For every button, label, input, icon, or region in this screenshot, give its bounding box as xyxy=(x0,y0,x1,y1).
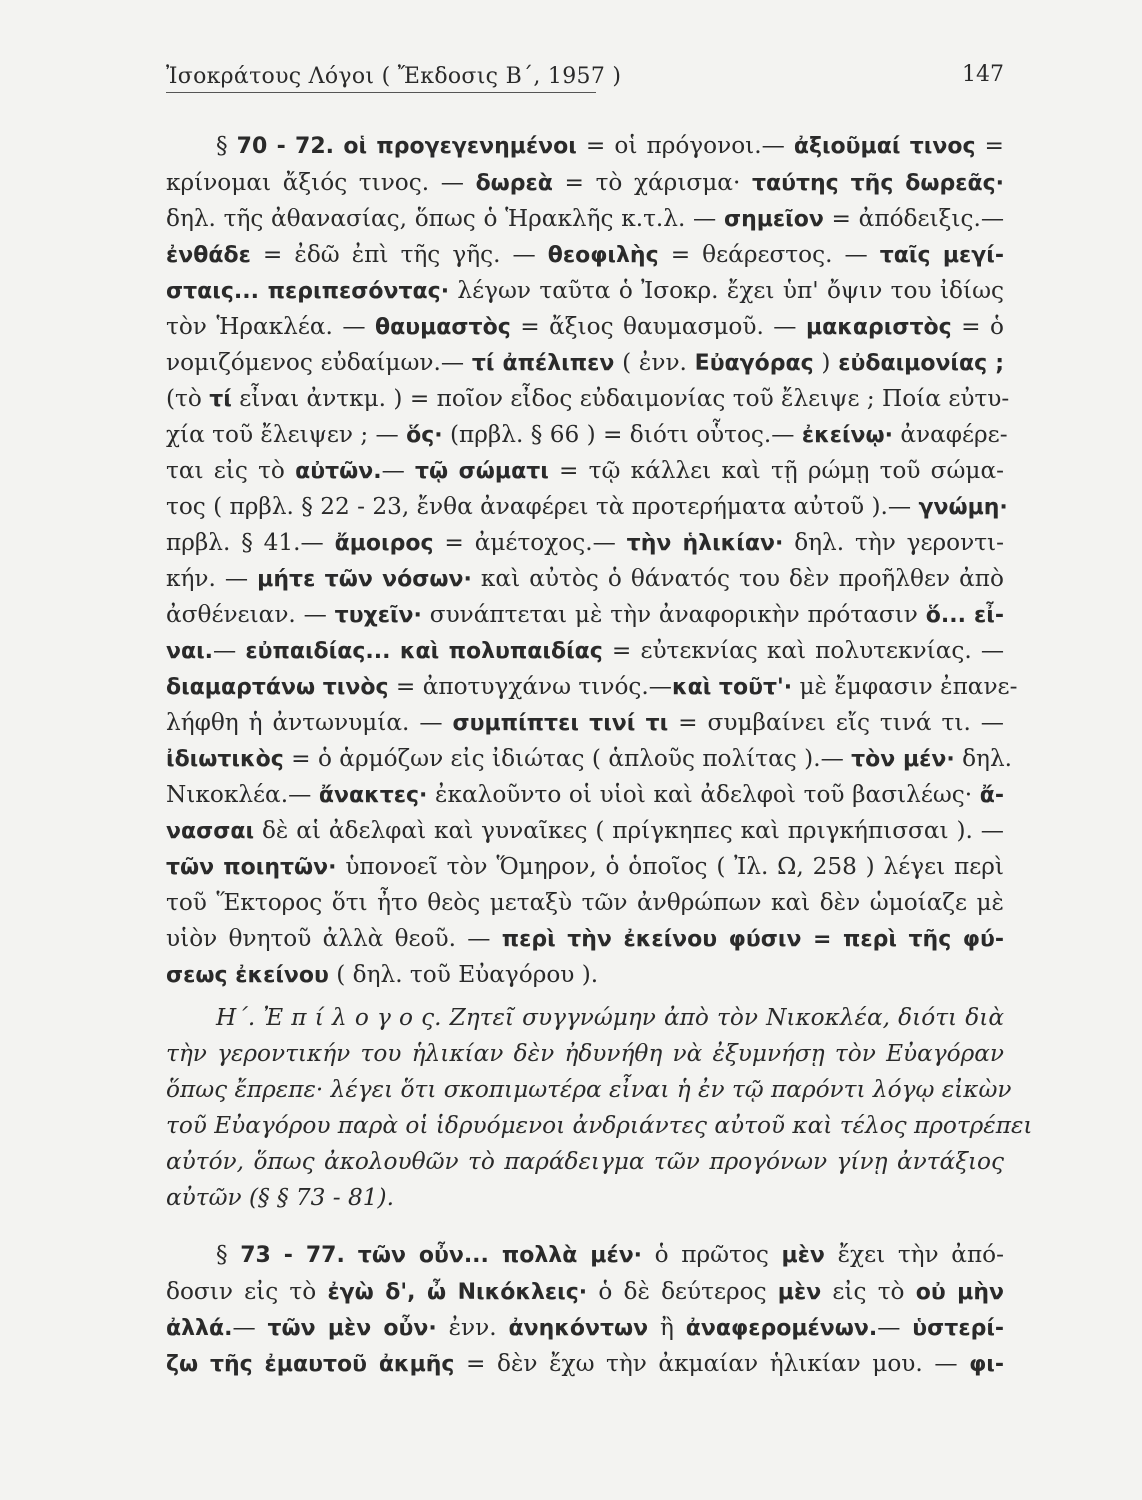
text-run: ἐκαλοῦντο οἱ υἱοὶ καὶ ἀδελφοὶ τοῦ βασιλέως· xyxy=(427,781,980,808)
text-run: = θεάρεστος. — xyxy=(658,241,880,268)
lemma-term: καὶ τοῦτ'· xyxy=(671,675,793,700)
text-run: (πρβλ. § 66 ) = διότι οὗτος.— xyxy=(442,421,802,448)
lemma-term: ἄμοιρος xyxy=(334,531,434,556)
text-line xyxy=(166,921,1004,957)
lemma-term: τῷ σώματι xyxy=(414,459,549,484)
text-run: = ἐδῶ ἐπὶ τῆς γῆς. — xyxy=(250,241,548,268)
lemma-term: συμπίπτει τινί τι xyxy=(452,711,669,736)
lemma-term: θεοφιλὴς xyxy=(547,243,659,268)
text-run: εἰς τὸ xyxy=(821,1278,916,1305)
text-run: = ἀποτυγχάνω τινός.— xyxy=(388,673,672,700)
text-run: ( ἐνν. xyxy=(614,349,695,376)
text-line xyxy=(166,201,1004,237)
text-run: ἐνν. xyxy=(436,1314,509,1341)
lemma-term: ἀνηκόντων xyxy=(508,1316,649,1341)
lemma-term: αὐτῶν. xyxy=(295,459,382,484)
lemma-term: τῶν μὲν οὖν· xyxy=(267,1316,437,1341)
text-run: ὅπως ἔπρεπε· λέγει ὅτι σκοπιμωτέρα εἶναι ἡ ἐν τῷ παρόντι λόγῳ εἰκὼν xyxy=(166,1076,1012,1103)
text-run: = ἄξιος θαυμασμοῦ. — xyxy=(510,313,806,340)
lemma-term: ἰδιωτικὸς xyxy=(166,747,284,772)
lemma-term: δωρεὰ xyxy=(475,171,553,196)
text-run: ἀσθένειαν. — xyxy=(166,601,335,628)
lemma-term: ταῖς μεγί- xyxy=(879,243,1004,268)
lemma-term: εὐπαιδίας... καὶ πολυπαιδίας xyxy=(245,639,603,664)
text-line xyxy=(166,1346,1004,1382)
text-run: = ὁ ἁρμόζων εἰς ἰδιώτας ( ἁπλοῦς πολίτας ).— xyxy=(283,745,852,772)
text-run: — xyxy=(877,1314,913,1341)
text-run: αὐτῶν (§ § 73 - 81). xyxy=(166,1184,394,1211)
text-run: (τὸ xyxy=(166,385,210,412)
text-run: νομιζόμενος εὐδαίμων.— xyxy=(166,349,472,376)
text-line xyxy=(166,813,1004,849)
text-line xyxy=(166,417,1008,453)
lemma-term: διαμαρτάνω τινὸς xyxy=(166,675,389,700)
lemma-term: σταις... περιπεσόντας· xyxy=(166,279,450,304)
lemma-term: μήτε τῶν νόσων· xyxy=(257,567,472,592)
lemma-term: εὐδαιμονίας ; xyxy=(838,351,1004,376)
lemma-term: γνώμη· xyxy=(918,495,1008,520)
lemma-term: ταύτης τῆς δωρεᾶς· xyxy=(751,171,1005,196)
text-run: ( δηλ. τοῦ Εὐαγόρου ). xyxy=(328,961,599,988)
text-run: δοσιν εἰς τὸ xyxy=(166,1278,328,1305)
text-run: ἢ xyxy=(648,1314,686,1341)
text-line xyxy=(166,453,1004,489)
text-run: δηλ. xyxy=(954,745,1013,772)
lemma-term: οὐ μὴν xyxy=(915,1280,1005,1305)
lemma-term: ἀναφερομένων. xyxy=(685,1316,878,1341)
lemma-term: τὴν ἡλικίαν· xyxy=(626,531,784,556)
lemma-term: τυχεῖν· xyxy=(334,603,422,628)
text-line xyxy=(166,1310,1004,1346)
lemma-term: μὲν xyxy=(777,1280,822,1305)
text-line xyxy=(166,489,1008,525)
text-line xyxy=(166,381,1010,417)
text-line xyxy=(166,561,1004,597)
text-run: — xyxy=(213,637,246,664)
text-run: δηλ. τῆς ἀθανασίας, ὅπως ὁ Ἡρακλῆς κ.τ.λ. — xyxy=(166,205,724,232)
text-line xyxy=(166,1274,1004,1310)
text-line xyxy=(166,237,1004,273)
epilogue-line xyxy=(166,1108,1033,1144)
lemma-term: ἀξιοῦμαί τινος xyxy=(793,134,976,159)
lemma-term: ὅς· xyxy=(406,423,443,448)
text-line xyxy=(166,273,1004,309)
text-run: τοῦ Ἕκτορος ὅτι ἦτο θεὸς μεταξὺ τῶν ἀνθρώπων καὶ δὲν ὡμοίαζε μὲ xyxy=(166,889,1004,916)
text-line xyxy=(166,525,1004,561)
text-run: λέγων ταῦτα ὁ Ἰσοκρ. ἔχει ὑπ' ὄψιν του ἰδίως xyxy=(449,277,1004,304)
lemma-term: ἐκείνῳ· xyxy=(801,423,894,448)
text-run: δηλ. τὴν γεροντι- xyxy=(783,529,1004,556)
epilogue-line xyxy=(166,1072,1012,1108)
text-line xyxy=(166,633,1004,669)
text-run: τοῦ Εὐαγόρου παρὰ οἱ ἱδρυόμενοι ἀνδριάντες αὐτοῦ καὶ τέλος προτρέπει xyxy=(166,1112,1033,1139)
lemma-term: Εὐαγόρας xyxy=(694,351,814,376)
page-number: 147 xyxy=(962,62,1004,87)
text-line xyxy=(166,777,1004,813)
lemma-term: ὅ... εἶ- xyxy=(925,603,1004,628)
lemma-term: μὲν xyxy=(781,1243,825,1268)
text-run: τὴν γεροντικήν του ἡλικίαν δὲν ἠδυνήθη νὰ ἐξυμνήσῃ τὸν Εὐαγόραν xyxy=(166,1040,1004,1067)
text-run: κρίνομαι ἄξιός τινος. — xyxy=(166,169,476,196)
lemma-term: τί xyxy=(209,387,232,412)
running-header xyxy=(166,56,1004,96)
text-run: = ὁ xyxy=(951,313,1004,340)
text-run: = οἱ πρόγονοι.— xyxy=(576,132,794,159)
text-line xyxy=(166,957,1004,993)
lemma-term: 73 - 77. τῶν οὖν... πολλὰ μέν· xyxy=(240,1243,643,1268)
text-run: § xyxy=(216,1241,241,1268)
text-run: ται εἰς τὸ xyxy=(166,457,296,484)
text-run: = εὐτεκνίας καὶ πολυτεκνίας. — xyxy=(602,637,1005,664)
lemma-term: ναι. xyxy=(166,639,214,664)
lemma-term: σημεῖον xyxy=(723,207,824,232)
lemma-term: ἄ- xyxy=(979,783,1004,808)
text-run: = συμβαίνει εἴς τινά τι. — xyxy=(668,709,1004,736)
text-line xyxy=(216,1237,1004,1273)
text-run: § xyxy=(216,132,237,159)
text-run: Η΄. Ἐ π ί λ ο γ ο ς. Ζητεῖ συγγνώμην ἀπὸ τὸν Νικοκλέα, διότι διὰ xyxy=(216,1004,1004,1031)
text-run: = ἀπόδειξις.— xyxy=(823,205,1005,232)
text-run: εἶναι ἀντκμ. ) = ποῖον εἶδος εὐδαιμονίας τοῦ ἔλειψε ; Ποία εὐτυ- xyxy=(231,385,1010,412)
text-line xyxy=(216,128,1004,164)
text-run: χία τοῦ ἔλειψεν ; — xyxy=(166,421,407,448)
lemma-term: περὶ τὴν ἐκείνου φύσιν = περὶ τῆς φύ- xyxy=(501,927,1004,952)
text-run: καὶ αὐτὸς ὁ θάνατός του δὲν προῆλθεν ἀπὸ xyxy=(471,565,1004,592)
text-run: ἔχει τὴν ἀπό- xyxy=(824,1241,1004,1268)
lemma-term: φι- xyxy=(969,1352,1004,1377)
text-run: δὲ αἱ ἀδελφαὶ καὶ γυναῖκες ( πρίγκηπες καὶ πριγκήπισσαι ). — xyxy=(254,817,1004,844)
lemma-term: τῶν ποιητῶν· xyxy=(166,855,337,880)
text-run: — xyxy=(232,1314,268,1341)
epilogue-line xyxy=(166,1144,1004,1180)
text-run: ὁ δὲ δεύτερος xyxy=(587,1278,778,1305)
text-run: υἱὸν θνητοῦ ἀλλὰ θεοῦ. — xyxy=(166,925,502,952)
text-run: — xyxy=(381,457,415,484)
text-run: αὐτόν, ὅπως ἀκολουθῶν τὸ παράδειγμα τῶν προγόνων γίνῃ ἀντάξιος xyxy=(166,1148,1004,1175)
text-run: μὲ ἔμφασιν ἐπανε- xyxy=(792,673,1018,700)
text-line xyxy=(166,597,1004,633)
text-run: ) xyxy=(813,349,839,376)
text-run: ὁ πρῶτος xyxy=(642,1241,782,1268)
lemma-term: τὸν μέν· xyxy=(851,747,955,772)
lemma-term: ζω τῆς ἐμαυτοῦ ἀκμῆς xyxy=(166,1352,455,1377)
lemma-term: ἀλλά. xyxy=(166,1316,233,1341)
lemma-term: ὑστερί- xyxy=(912,1316,1005,1341)
lemma-term: νασσαι xyxy=(166,819,255,844)
text-run: λήφθη ἡ ἀντωνυμία. — xyxy=(166,709,453,736)
text-run: τος ( πρβλ. § 22 - 23, ἔνθα ἀναφέρει τὰ προτερήματα αὐτοῦ ).— xyxy=(166,493,919,520)
text-line xyxy=(166,669,1018,705)
lemma-term: τί ἀπέλιπεν xyxy=(471,351,615,376)
text-run: = xyxy=(975,132,1004,159)
lemma-term: ἄνακτες· xyxy=(318,783,428,808)
header-rule xyxy=(166,92,596,93)
text-run: = δὲν ἔχω τὴν ἀκμαίαν ἡλικίαν μου. — xyxy=(454,1350,970,1377)
running-title: Ἰσοκράτους Λόγοι ( Ἔκδοσις Β΄, 1957 ) xyxy=(166,64,622,89)
lemma-term: σεως ἐκείνου xyxy=(166,963,329,988)
text-run: = τὸ χάρισμα· xyxy=(552,169,752,196)
text-line xyxy=(166,345,1004,381)
epilogue-line xyxy=(216,1000,1004,1036)
lemma-term: ἐγὼ δ', ὦ Νικόκλεις· xyxy=(327,1280,588,1305)
text-line xyxy=(166,165,1004,201)
epilogue-line xyxy=(166,1036,1004,1072)
text-run: = τῷ κάλλει καὶ τῇ ρώμῃ τοῦ σώμα- xyxy=(548,457,1004,484)
text-run: συνάπτεται μὲ τὴν ἀναφορικὴν πρότασιν xyxy=(421,601,926,628)
text-line xyxy=(166,309,1004,345)
text-line xyxy=(166,741,1013,777)
text-run: Νικοκλέα.— xyxy=(166,781,319,808)
lemma-term: 70 - 72. οἱ προγεγενημένοι xyxy=(236,134,577,159)
text-run: τὸν Ἡρακλέα. — xyxy=(166,313,376,340)
lemma-term: ἐνθάδε xyxy=(166,243,251,268)
text-run: ὑπονοεῖ τὸν Ὅμηρον, ὁ ὁποῖος ( Ἰλ. Ω, 258 ) λέγει περὶ xyxy=(336,853,1004,880)
epilogue-line xyxy=(166,1180,1004,1216)
text-line xyxy=(166,885,1004,921)
lemma-term: θαυμαστὸς xyxy=(375,315,511,340)
text-run: πρβλ. § 41.— xyxy=(166,529,335,556)
text-line xyxy=(166,705,1004,741)
text-line xyxy=(166,849,1004,885)
text-run: = ἀμέτοχος.— xyxy=(433,529,627,556)
text-run: κήν. — xyxy=(166,565,258,592)
text-run: ἀναφέρε- xyxy=(893,421,1008,448)
lemma-term: μακαριστὸς xyxy=(805,315,952,340)
